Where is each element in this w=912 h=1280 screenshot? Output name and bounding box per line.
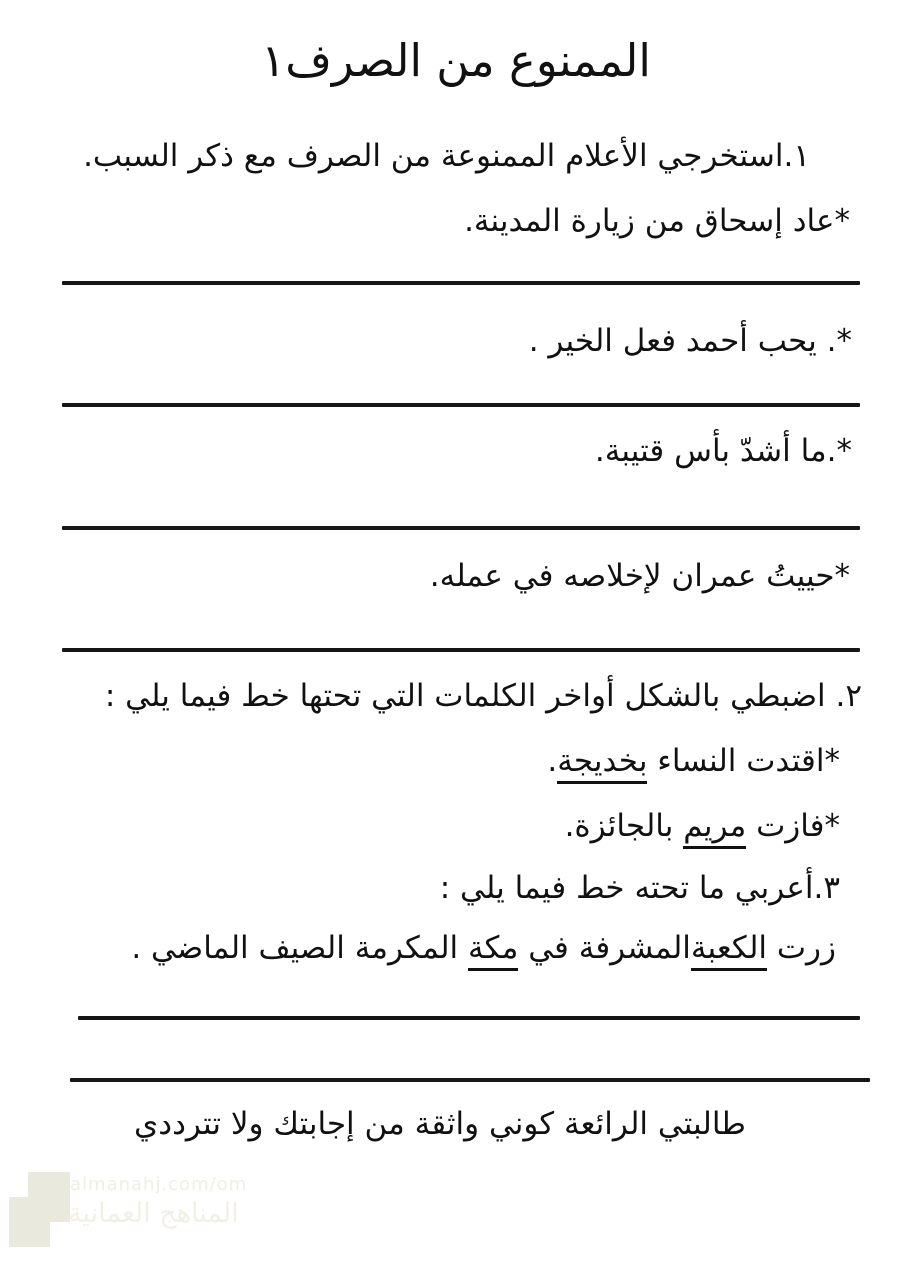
sentence-text: *اقتدت النساء [647, 743, 840, 779]
question2-item-2 [565, 808, 840, 844]
question2-prompt: ٢. اضبطي بالشكل أواخر الكلمات التي تحتها خط فيما يلي : [104, 678, 862, 714]
question1-item-1: *عاد إسحاق من زيارة المدينة. [464, 203, 850, 239]
watermark-logo-block [9, 1197, 50, 1247]
sentence-text: . [547, 743, 558, 779]
underlined-word: الكعبة [691, 930, 767, 971]
watermark-brand: المناهج العمانية [68, 1198, 239, 1229]
footer-note: طالبتي الرائعة كوني واثقة من إجابتك ولا تترددي [134, 1106, 746, 1142]
sentence-text: *فازت [746, 808, 840, 844]
page-title: الممنوع من الصرف١ [261, 34, 651, 87]
question1-item-4: *حييتُ عمران لإخلاصه في عمله. [429, 558, 850, 594]
question1-item-3: *.ما أشدّ بأس قتيبة. [594, 433, 852, 469]
sentence-text: المشرفة في [518, 930, 691, 966]
answer-line-1 [62, 281, 860, 285]
answer-line-6 [70, 1078, 870, 1082]
answer-line-5 [78, 1016, 860, 1020]
underlined-word: مكة [468, 930, 518, 971]
question3-prompt: ٣.أعربي ما تحته خط فيما يلي : [439, 870, 840, 906]
answer-line-3 [62, 526, 860, 530]
question3-sentence [131, 930, 836, 966]
underlined-word: مريم [683, 808, 746, 849]
answer-line-4 [62, 648, 860, 652]
answer-line-2 [62, 403, 860, 407]
question1-prompt: ١.استخرجي الأعلام الممنوعة من الصرف مع ذكر السبب. [83, 138, 810, 174]
sentence-text: زرت [767, 930, 836, 966]
question2-item-1 [547, 743, 840, 779]
underlined-word: بخديجة [557, 743, 647, 784]
watermark-url: almanahj.com/om [70, 1174, 248, 1195]
sentence-text: المكرمة الصيف الماضي . [131, 930, 468, 966]
sentence-text: بالجائزة. [564, 808, 684, 844]
question1-item-2: *. يحب أحمد فعل الخير . [528, 323, 852, 359]
